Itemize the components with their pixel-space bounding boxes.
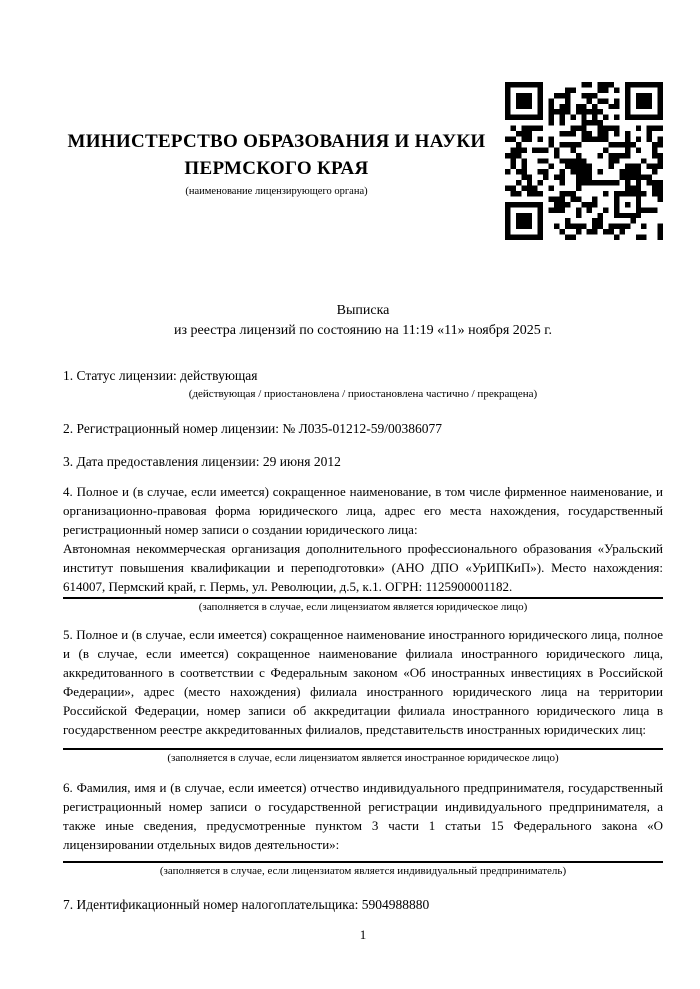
blank-answer-space [63,854,663,860]
foreign-entity-caption: (заполняется в случае, если лицензиатом является иностранное юридическое лицо) [167,752,559,764]
ministry-name-line2: ПЕРМСКОГО КРАЯ [184,158,369,179]
foreign-entity-question: 5. Полное и (в случае, если имеется) сокращенное наименование иностранного юридического лица, полное и (в случае, если имеется) сокращенное наименование филиала иностранного юридического лица, аккредитованного в соответствии с Федеральным законом «Об иностранных инвестициях в Российской Федерации», адрес (место нахождения) филиала иностранного юридического лица на территории Российской Федерации, номер записи об аккредитации филиала иностранного юридического лица в государственном реестре аккредитованных филиалов, представительств иностранных юридических лиц: [63,627,663,737]
extract-subtitle: из реестра лицензий по состоянию на 11:19 «11» ноября 2025 г. [174,323,552,338]
status-options-caption: (действующая / приостановлена / приостановлена частично / прекращена) [188,388,538,400]
fill-in-divider [63,597,663,599]
legal-entity-answer: Автономная некоммерческая организация дополнительного профессионального образования «Уральский институт повышения квалификации и переподготовки» (АНО ДПО «УрИПКиП»). Место нахождения: 614007, Пермский край, г. Пермь, ул. Революции, д.5, к.1. ОГРН: 1125900001182. [63,541,663,594]
extract-title-block [63,301,663,341]
qr-code [505,82,663,240]
registration-number-section [63,419,663,439]
page-number: 1 [359,927,367,942]
extract-title: Выписка [336,303,390,318]
ministry-name [63,128,490,182]
fill-in-divider [63,861,663,863]
ministry-name-line1: МИНИСТЕРСТВО ОБРАЗОВАНИЯ И НАУКИ [67,131,486,152]
license-status-section [63,366,663,401]
legal-entity-section [63,482,663,614]
grant-date-section [63,452,663,472]
fill-in-divider [63,748,663,750]
foreign-entity-section [63,625,663,765]
taxpayer-id-section [63,895,663,915]
ministry-caption: (наименование лицензирующего органа) [185,186,368,197]
license-status-line: 1. Статус лицензии: действующая [63,368,258,383]
entrepreneur-caption: (заполняется в случае, если лицензиатом является индивидуальный предприниматель) [159,865,567,877]
entrepreneur-question: 6. Фамилия, имя и (в случае, если имеется) отчество индивидуального предпринимателя, государственный регистрационный номер записи о государственной регистрации индивидуального предпринимателя, а также иные сведения, предусмотренные пунктом 3 части 1 статьи 15 Федерального закона «О лицензировании отдельных видов деятельности»: [63,780,663,852]
entrepreneur-section [63,778,663,878]
grant-date-line: 3. Дата предоставления лицензии: 29 июня 2012 [63,454,341,469]
legal-entity-caption: (заполняется в случае, если лицензиатом является юридическое лицо) [198,601,528,613]
legal-entity-question: 4. Полное и (в случае, если имеется) сокращенное наименование, в том числе фирменное наименование, и организационно-правовая форма юридического лица, адрес его места нахождения, государственный регистрационный номер записи о создании юридического лица: [63,484,663,537]
document-header [63,128,490,199]
blank-answer-space [63,739,663,747]
registration-number-line: 2. Регистрационный номер лицензии: № Л035-01212-59/00386077 [63,421,443,436]
taxpayer-id-line: 7. Идентификационный номер налогоплательщика: 5904988880 [63,897,430,912]
